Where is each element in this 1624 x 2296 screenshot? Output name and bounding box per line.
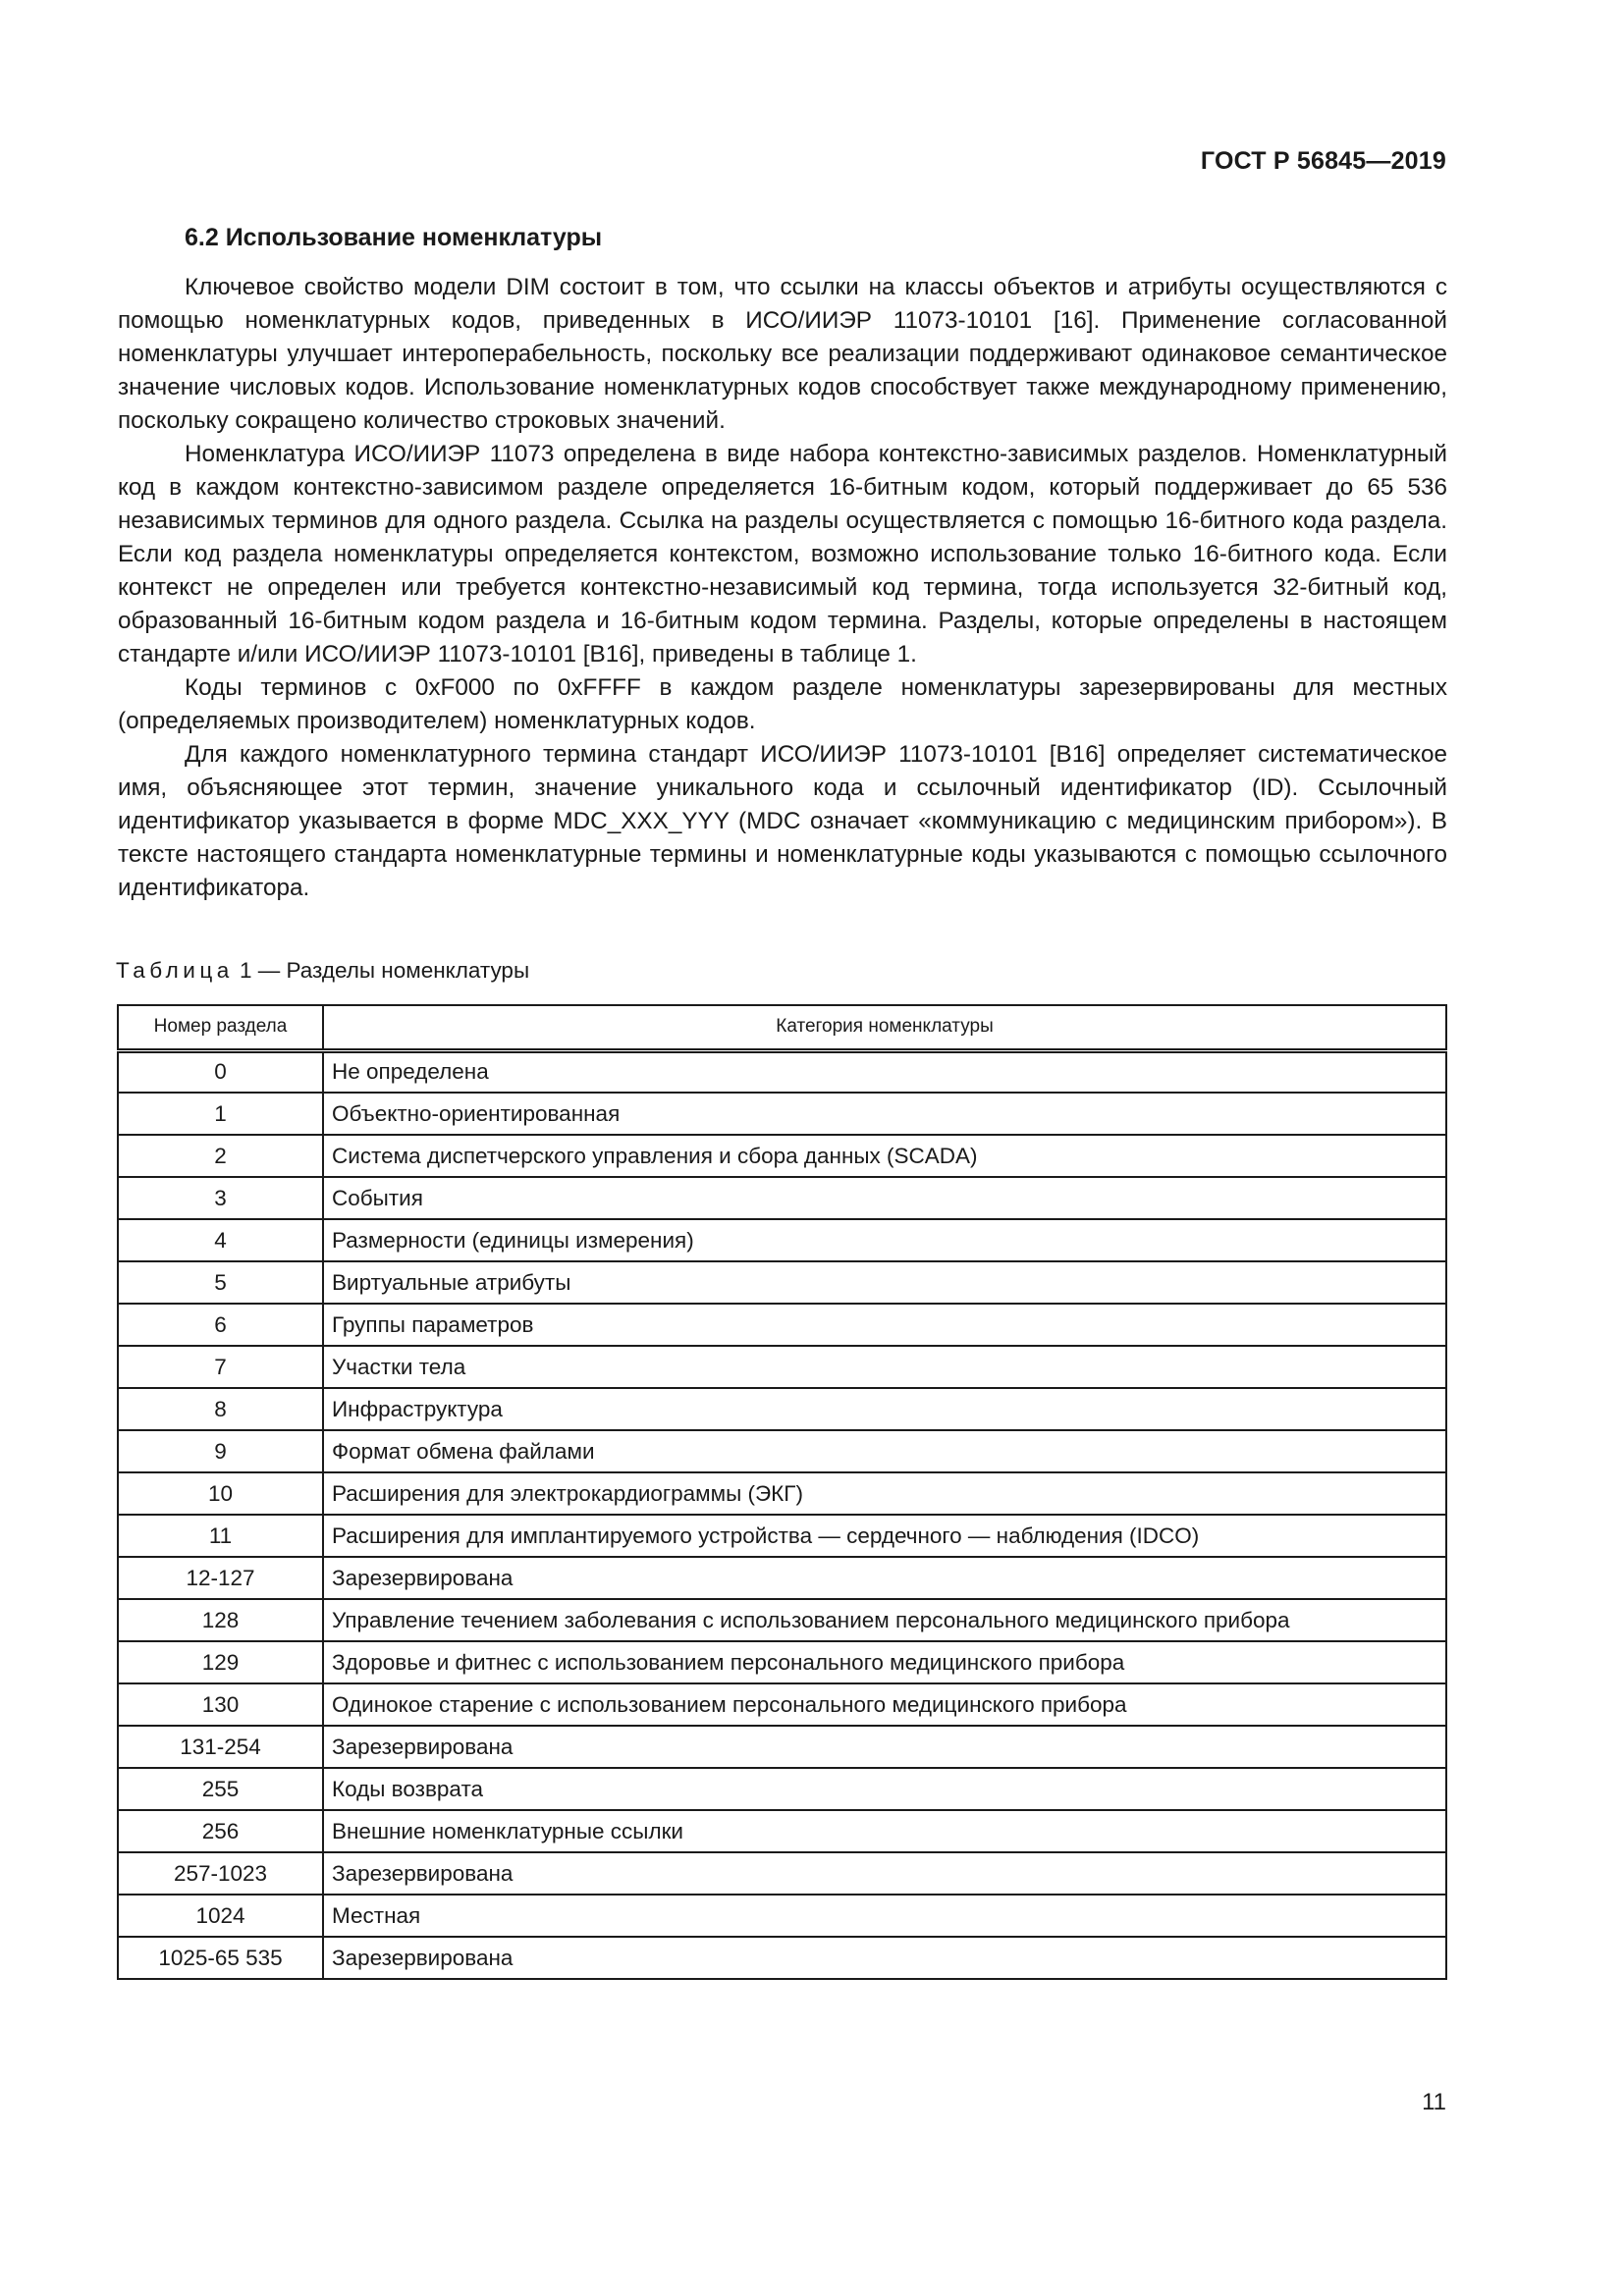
section-number-cell: 256 [118, 1810, 323, 1852]
table-row [118, 1219, 1446, 1261]
table-caption-label: Таблица [116, 958, 234, 983]
section-number-cell: 11 [118, 1515, 323, 1557]
category-cell: Здоровье и фитнес с использованием персонального медицинского прибора [323, 1641, 1446, 1683]
table-row [118, 1388, 1446, 1430]
table-row [118, 1895, 1446, 1937]
section-number-cell: 8 [118, 1388, 323, 1430]
category-cell: Объектно-ориентированная [323, 1093, 1446, 1135]
page-number: 11 [1422, 2089, 1446, 2115]
category-cell: Зарезервирована [323, 1726, 1446, 1768]
table-row [118, 1177, 1446, 1219]
category-cell: Зарезервирована [323, 1852, 1446, 1895]
section-number-cell: 255 [118, 1768, 323, 1810]
paragraph: Коды терминов с 0xF000 по 0xFFFF в каждом разделе номенклатуры зарезервированы для местных (определяемых производителем) номенклатурных кодов. [118, 674, 1447, 734]
section-number-cell: 5 [118, 1261, 323, 1304]
column-header-section-number: Номер раздела [118, 1005, 323, 1050]
category-cell: Расширения для имплантируемого устройства — сердечного — наблюдения (IDCO) [323, 1515, 1446, 1557]
section-number-cell: 6 [118, 1304, 323, 1346]
table-row [118, 1050, 1446, 1093]
table-row [118, 1093, 1446, 1135]
section-number-cell: 4 [118, 1219, 323, 1261]
table-row [118, 1683, 1446, 1726]
section-number-cell: 129 [118, 1641, 323, 1683]
category-cell: Группы параметров [323, 1304, 1446, 1346]
table-caption-title: 1 — Разделы номенклатуры [233, 958, 530, 983]
section-number-cell: 1 [118, 1093, 323, 1135]
section-number-cell: 128 [118, 1599, 323, 1641]
category-cell: Одинокое старение с использованием персонального медицинского прибора [323, 1683, 1446, 1726]
paragraph: Для каждого номенклатурного термина стандарт ИСО/ИИЭР 11073-10101 [B16] определяет систематическое имя, объясняющее этот термин, значение уникального кода и ссылочный идентификатор (ID). Ссылочный идентификатор указывается в форме MDC_XXX_YYY (MDC означает «коммуникацию с медицинским прибором»). В тексте настоящего стандарта номенклатурные термины и номенклатурные коды указываются с помощью ссылочного идентификатора. [118, 741, 1447, 901]
table-row [118, 1261, 1446, 1304]
section-number-cell: 3 [118, 1177, 323, 1219]
table-caption [116, 958, 529, 984]
category-cell: Виртуальные атрибуты [323, 1261, 1446, 1304]
section-number-cell: 7 [118, 1346, 323, 1388]
table-row [118, 1641, 1446, 1683]
table-row [118, 1304, 1446, 1346]
category-cell: Расширения для электрокардиограммы (ЭКГ) [323, 1472, 1446, 1515]
document-code: ГОСТ Р 56845—2019 [1200, 147, 1446, 175]
category-cell: Система диспетчерского управления и сбора данных (SCADA) [323, 1135, 1446, 1177]
category-cell: Формат обмена файлами [323, 1430, 1446, 1472]
nomenclature-table [117, 1004, 1447, 1980]
paragraph: Номенклатура ИСО/ИИЭР 11073 определена в виде набора контекстно-зависимых разделов. Номенклатурный код в каждом контекстно-зависимом разделе определяется 16-битным кодом, который поддерживает до 65 536 независимых терминов для одного раздела. Ссылка на разделы осуществляется с помощью 16-битного кода раздела. Если код раздела номенклатуры определяется контекстом, возможно использование только 16-битного кода. Если контекст не определен или требуется контекстно-независимый код термина, тогда используется 32-битный код, образованный 16-битным кодом раздела и 16-битным кодом термина. Разделы, которые определены в настоящем стандарте и/или ИСО/ИИЭР 11073-10101 [B16], приведены в таблице 1. [118, 441, 1447, 667]
section-number-cell: 1025-65 535 [118, 1937, 323, 1979]
column-header-category: Категория номенклатуры [323, 1005, 1446, 1050]
table-row [118, 1472, 1446, 1515]
section-body [118, 271, 1447, 905]
section-number-cell: 9 [118, 1430, 323, 1472]
section-heading: 6.2 Использование номенклатуры [185, 224, 603, 251]
table-row [118, 1937, 1446, 1979]
category-cell: События [323, 1177, 1446, 1219]
category-cell: Не определена [323, 1050, 1446, 1093]
category-cell: Зарезервирована [323, 1557, 1446, 1599]
table-header-row [118, 1005, 1446, 1050]
section-number-cell: 1024 [118, 1895, 323, 1937]
category-cell: Управление течением заболевания с использованием персонального медицинского прибора [323, 1599, 1446, 1641]
table-row [118, 1346, 1446, 1388]
category-cell: Размерности (единицы измерения) [323, 1219, 1446, 1261]
table-row [118, 1430, 1446, 1472]
table-row [118, 1557, 1446, 1599]
table-row [118, 1599, 1446, 1641]
category-cell: Коды возврата [323, 1768, 1446, 1810]
table-row [118, 1810, 1446, 1852]
section-number-cell: 130 [118, 1683, 323, 1726]
section-number-cell: 10 [118, 1472, 323, 1515]
paragraph: Ключевое свойство модели DIM состоит в том, что ссылки на классы объектов и атрибуты осуществляются с помощью номенклатурных кодов, приведенных в ИСО/ИИЭР 11073-10101 [16]. Применение согласованной номенклатуры улучшает интероперабельность, поскольку все реализации поддерживают одинаковое семантическое значение числовых кодов. Использование номенклатурных кодов способствует также международному применению, поскольку сокращено количество строковых значений. [118, 274, 1447, 434]
category-cell: Зарезервирована [323, 1937, 1446, 1979]
table-row [118, 1135, 1446, 1177]
section-number-cell: 0 [118, 1050, 323, 1093]
category-cell: Инфраструктура [323, 1388, 1446, 1430]
table-body [118, 1050, 1446, 1979]
category-cell: Участки тела [323, 1346, 1446, 1388]
section-number-cell: 2 [118, 1135, 323, 1177]
section-number-cell: 257-1023 [118, 1852, 323, 1895]
section-number-cell: 12-127 [118, 1557, 323, 1599]
table-row [118, 1515, 1446, 1557]
table-row [118, 1852, 1446, 1895]
table-row [118, 1726, 1446, 1768]
table-row [118, 1768, 1446, 1810]
category-cell: Внешние номенклатурные ссылки [323, 1810, 1446, 1852]
category-cell: Местная [323, 1895, 1446, 1937]
section-number-cell: 131-254 [118, 1726, 323, 1768]
